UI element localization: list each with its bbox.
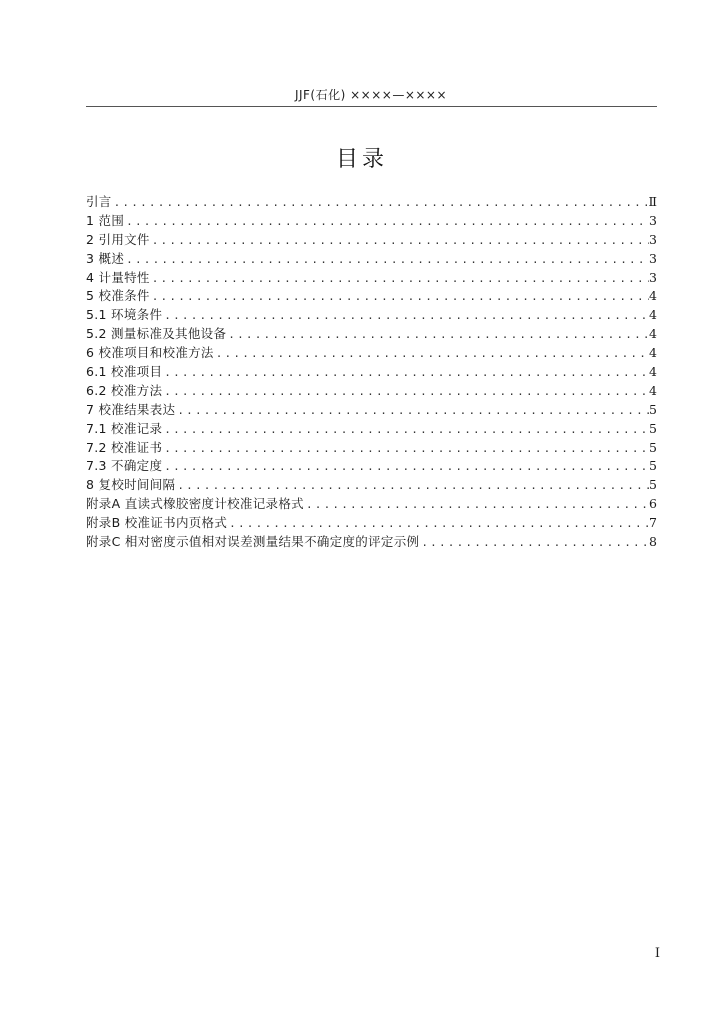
toc-dot-leader xyxy=(175,477,649,495)
toc-entry-calibration-items[interactable] xyxy=(86,363,657,382)
toc-entry-page: 5 xyxy=(649,420,657,436)
toc-entry-label: 附录B 校准证书内页格式 xyxy=(86,515,228,531)
toc-entry-calibration-certificate[interactable] xyxy=(86,439,657,458)
toc-entry-label: 6.2 校准方法 xyxy=(86,382,163,398)
toc-entry-page: 4 xyxy=(649,345,657,361)
toc-entry-appendix-a[interactable] xyxy=(86,495,657,514)
toc-entry-label: 5.2 测量标准及其他设备 xyxy=(86,326,227,342)
toc-entry-label: 4 计量特性 xyxy=(86,269,150,285)
table-of-contents xyxy=(86,193,657,552)
toc-entry-calibration-methods[interactable] xyxy=(86,382,657,401)
toc-entry-foreword[interactable] xyxy=(86,193,657,212)
toc-dot-leader xyxy=(150,232,649,250)
toc-entry-label: 7.3 不确定度 xyxy=(86,458,163,474)
toc-entry-references[interactable] xyxy=(86,231,657,250)
toc-entry-page: 6 xyxy=(649,496,657,512)
toc-entry-page: 5 xyxy=(649,401,657,417)
toc-entry-page: 3 xyxy=(649,250,657,266)
toc-dot-leader xyxy=(304,496,649,514)
toc-entry-page: 8 xyxy=(649,534,657,550)
toc-entry-calibration-conditions[interactable] xyxy=(86,287,657,306)
toc-dot-leader xyxy=(419,534,649,552)
toc-entry-page: 5 xyxy=(649,477,657,493)
toc-dot-leader xyxy=(214,345,649,363)
toc-entry-page: 4 xyxy=(649,307,657,323)
toc-dot-leader xyxy=(162,440,649,458)
toc-dot-leader xyxy=(162,383,649,401)
toc-entry-page: 4 xyxy=(649,364,657,380)
toc-dot-leader xyxy=(175,402,649,420)
toc-entry-page: 3 xyxy=(649,269,657,285)
toc-entry-page: 5 xyxy=(649,458,657,474)
toc-entry-label: 3 概述 xyxy=(86,250,125,266)
toc-dot-leader xyxy=(162,307,649,325)
toc-entry-page: 3 xyxy=(649,231,657,247)
toc-entry-page: 4 xyxy=(649,326,657,342)
toc-entry-scope[interactable] xyxy=(86,212,657,231)
toc-entry-overview[interactable] xyxy=(86,250,657,269)
toc-entry-calibration-items-and-methods[interactable] xyxy=(86,344,657,363)
toc-entry-label: 6 校准项目和校准方法 xyxy=(86,345,214,361)
toc-entry-label: 7.1 校准记录 xyxy=(86,420,163,436)
toc-dot-leader xyxy=(124,251,649,269)
toc-dot-leader xyxy=(162,364,649,382)
toc-entry-label: 6.1 校准项目 xyxy=(86,364,163,380)
toc-dot-leader xyxy=(226,326,649,344)
toc-entry-page: 7 xyxy=(649,515,657,531)
toc-entry-label: 8 复校时间间隔 xyxy=(86,477,176,493)
toc-entry-recalibration-interval[interactable] xyxy=(86,476,657,495)
toc-entry-page: 3 xyxy=(649,212,657,228)
toc-entry-label: 附录C 相对密度示值相对误差测量结果不确定度的评定示例 xyxy=(86,534,420,550)
toc-entry-metrological-characteristics[interactable] xyxy=(86,269,657,288)
toc-entry-label: 5 校准条件 xyxy=(86,288,150,304)
toc-dot-leader xyxy=(227,515,649,533)
toc-dot-leader xyxy=(150,270,649,288)
toc-dot-leader xyxy=(162,421,649,439)
header-rule xyxy=(86,106,657,107)
toc-entry-uncertainty[interactable] xyxy=(86,457,657,476)
toc-entry-label: 7 校准结果表达 xyxy=(86,401,176,417)
toc-entry-label: 引言 xyxy=(86,194,112,209)
toc-dot-leader xyxy=(162,458,649,476)
toc-dot-leader xyxy=(112,194,649,212)
toc-entry-calibration-results[interactable] xyxy=(86,401,657,420)
page-number: I xyxy=(654,946,660,961)
toc-entry-page: 4 xyxy=(649,288,657,304)
toc-entry-label: 附录A 直读式橡胶密度计校准记录格式 xyxy=(86,496,304,512)
toc-entry-appendix-c[interactable] xyxy=(86,533,657,552)
toc-entry-page: 5 xyxy=(649,439,657,455)
running-header: JJF(石化) ××××—×××× xyxy=(294,88,448,102)
toc-entry-label: 7.2 校准证书 xyxy=(86,439,163,455)
toc-entry-appendix-b[interactable] xyxy=(86,514,657,533)
toc-dot-leader xyxy=(150,288,649,306)
toc-title: 目录 xyxy=(335,147,388,172)
toc-entry-environmental-conditions[interactable] xyxy=(86,306,657,325)
toc-entry-measurement-standards[interactable] xyxy=(86,325,657,344)
toc-entry-page: 4 xyxy=(649,382,657,398)
toc-entry-label: 5.1 环境条件 xyxy=(86,307,163,323)
toc-entry-page: Ⅱ xyxy=(648,194,657,209)
toc-entry-calibration-record[interactable] xyxy=(86,420,657,439)
toc-entry-label: 2 引用文件 xyxy=(86,231,150,247)
toc-dot-leader xyxy=(124,213,649,231)
toc-entry-label: 1 范围 xyxy=(86,212,125,228)
